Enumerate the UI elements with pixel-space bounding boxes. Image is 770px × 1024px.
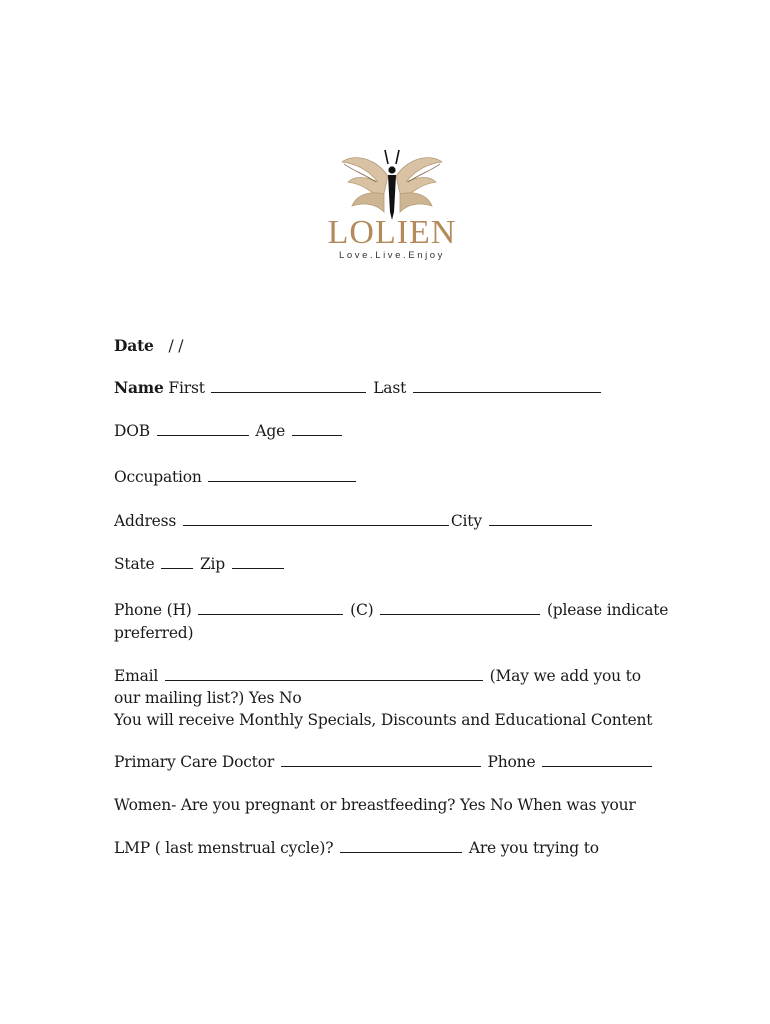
first-name-field[interactable] bbox=[211, 378, 366, 393]
doctor-phone-field[interactable] bbox=[542, 752, 652, 767]
first-name-label: First bbox=[168, 379, 205, 397]
dob-field[interactable] bbox=[157, 421, 249, 436]
occupation-label: Occupation bbox=[114, 468, 202, 486]
lmp-label: LMP ( last menstrual cycle)? bbox=[114, 839, 334, 857]
phone-row bbox=[114, 599, 668, 621]
home-phone-field[interactable] bbox=[198, 600, 343, 615]
doctor-field[interactable] bbox=[281, 752, 481, 767]
figure-silhouette-icon bbox=[385, 150, 399, 220]
email-note-line3: You will receive Monthly Specials, Discounts and Educational Content bbox=[114, 711, 653, 729]
occupation-field[interactable] bbox=[208, 467, 356, 482]
zip-field[interactable] bbox=[232, 554, 284, 569]
brand-name: LOLIEN bbox=[327, 214, 457, 251]
date-row bbox=[114, 335, 183, 357]
date-label: Date bbox=[114, 336, 154, 355]
brand-tagline: Love.Live.Enjoy bbox=[338, 250, 446, 261]
age-field[interactable] bbox=[292, 421, 342, 436]
zip-label: Zip bbox=[199, 555, 226, 573]
state-row bbox=[114, 553, 286, 575]
address-row bbox=[114, 510, 594, 532]
city-field[interactable] bbox=[489, 511, 592, 526]
lolien-logo bbox=[282, 150, 490, 265]
city-label: City bbox=[450, 512, 482, 530]
last-name-label: Last bbox=[373, 379, 407, 397]
lmp-field[interactable] bbox=[340, 838, 462, 853]
state-label: State bbox=[114, 555, 155, 573]
trying-label: Are you trying to bbox=[468, 839, 599, 857]
email-note: (May we add you to bbox=[489, 667, 641, 685]
email-row bbox=[114, 665, 641, 687]
lmp-row bbox=[114, 837, 599, 859]
email-field[interactable] bbox=[165, 666, 483, 681]
address-field[interactable] bbox=[183, 511, 449, 526]
home-phone-label: Phone (H) bbox=[114, 601, 192, 619]
date-separator: / / bbox=[168, 337, 184, 355]
dob-row bbox=[114, 420, 344, 442]
cell-phone-field[interactable] bbox=[380, 600, 540, 615]
address-label: Address bbox=[114, 512, 177, 530]
dob-label: DOB bbox=[114, 422, 150, 440]
age-label: Age bbox=[255, 422, 286, 440]
email-note-line2: our mailing list?) Yes No bbox=[114, 689, 302, 707]
name-label: Name bbox=[114, 378, 164, 397]
last-name-field[interactable] bbox=[413, 378, 601, 393]
name-row bbox=[114, 377, 603, 399]
doctor-label: Primary Care Doctor bbox=[114, 753, 275, 771]
phone-note: (please indicate bbox=[546, 601, 669, 619]
occupation-row bbox=[114, 466, 358, 488]
email-label: Email bbox=[114, 667, 159, 685]
cell-phone-label: (C) bbox=[350, 601, 374, 619]
doctor-phone-label: Phone bbox=[487, 753, 536, 771]
women-question: Women- Are you pregnant or breastfeeding? Yes No When was your bbox=[114, 796, 636, 814]
doctor-row bbox=[114, 751, 654, 773]
state-field[interactable] bbox=[161, 554, 193, 569]
phone-note-line2: preferred) bbox=[114, 624, 194, 642]
